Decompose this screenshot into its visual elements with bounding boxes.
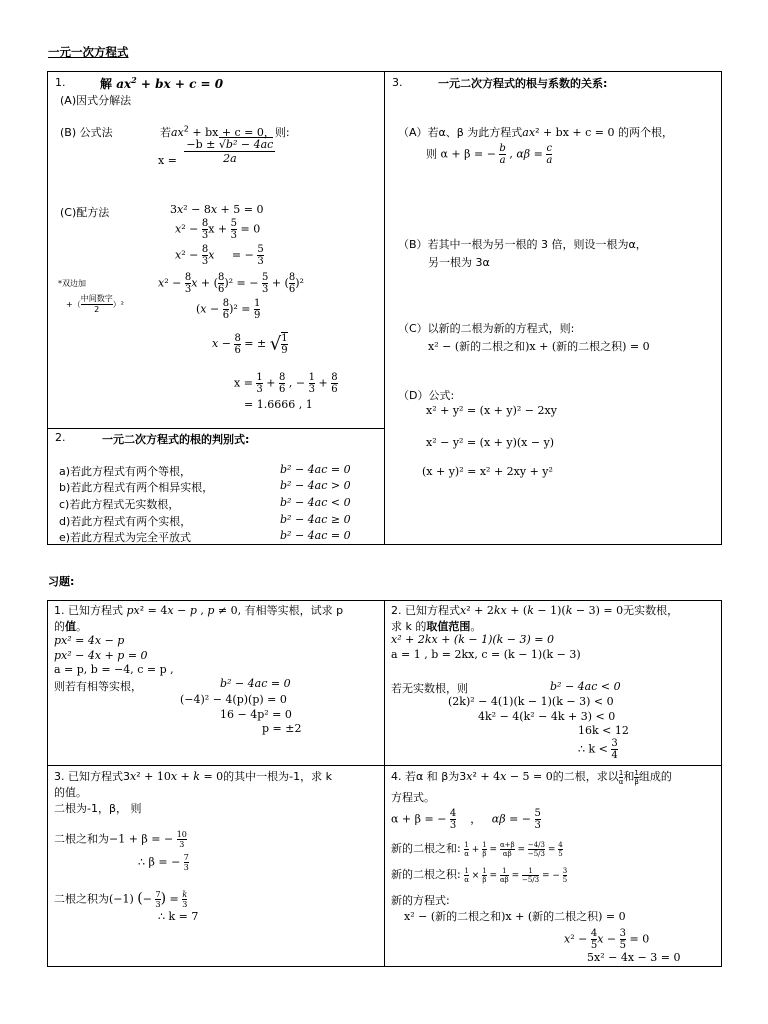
theory-table-row-divider bbox=[47, 428, 385, 429]
side-note-2: +（ 中间数字 2 ）² bbox=[66, 294, 124, 314]
vieta-c-formula: x² − (新的二根之和)x + (新的二根之积) = 0 bbox=[428, 340, 650, 353]
q2-cond: 若无实数根，则 bbox=[391, 682, 468, 695]
box1-heading: 解 $ax^2$ + bx + c = 0 bbox=[100, 75, 224, 91]
discriminant-row-c-label: c)若此方程式无实数根， bbox=[59, 498, 180, 511]
complete-square-result: = 1.6666 , 1 bbox=[244, 398, 313, 411]
complete-square-step-2: x² − $\frac{8}{3}$ x + $\frac{5}{3}$ = 0 bbox=[175, 218, 261, 241]
side-note-1: *双边加 bbox=[58, 279, 86, 288]
discriminant-row-d-label: d)若此方程式有两个实根， bbox=[59, 515, 192, 528]
discriminant-row-d-expr: b² − 4ac ≥ 0 bbox=[280, 513, 351, 526]
q4-new-eq-label: 新的方程式: bbox=[391, 894, 450, 907]
box3-num: 3. bbox=[392, 76, 403, 89]
q2-line-2: a = 1 , b = 2kx, c = (k − 1)(k − 3) bbox=[391, 648, 581, 661]
q1-cond: 则若有相等实根， bbox=[54, 680, 142, 693]
q3-text-2: 的值。 bbox=[54, 786, 87, 799]
discriminant-row-b-expr: b² − 4ac > 0 bbox=[280, 479, 351, 492]
vieta-a-text: （A）若α、β 为此方程式ax² + bx + c = 0 的两个根， bbox=[398, 126, 674, 139]
vieta-a-formula: 则 α + β = − $\frac{b}{a}$ , αβ = $\frac{c}{a}$ bbox=[426, 143, 553, 166]
q1-line-1: px² = 4x − p bbox=[54, 634, 125, 647]
q1-work-1: b² − 4ac = 0 bbox=[220, 677, 291, 690]
discriminant-row-e-expr: b² − 4ac = 0 bbox=[280, 529, 351, 542]
method-c-label: (C)配方法 bbox=[60, 206, 110, 219]
q1-text-2: 的值。 bbox=[54, 620, 87, 633]
section-title-2: 习题: bbox=[48, 575, 75, 588]
q1-work-4: p = ±2 bbox=[262, 722, 302, 735]
box3-heading: 一元二次方程式的根与系数的关系: bbox=[438, 77, 608, 90]
q2-work-1: b² − 4ac < 0 bbox=[550, 680, 621, 693]
exercise-table-divider bbox=[384, 600, 385, 967]
vieta-b-text-2: 另一根为 3α bbox=[428, 256, 490, 269]
box2-heading: 一元二次方程式的根的判别式: bbox=[102, 433, 250, 446]
q1-work-3: 16 − 4p² = 0 bbox=[220, 708, 292, 721]
discriminant-row-a-label: a)若此方程式有两个等根， bbox=[59, 465, 192, 478]
q2-text-2: 求 k 的取值范围。 bbox=[391, 620, 482, 633]
identity-1: x² + y² = (x + y)² − 2xy bbox=[426, 404, 557, 417]
box1-num: 1. bbox=[55, 76, 66, 89]
theory-table-divider bbox=[384, 71, 385, 545]
q4-new-eq-3: 5x² − 4x − 3 = 0 bbox=[587, 951, 681, 964]
q3-prod-1: 二根之积为(−1) (− $\frac{7}{3}$ ) = $\frac{k}{3}$ bbox=[54, 890, 188, 909]
quadratic-formula: x = $\frac{\text{−b ± √b² − 4ac}}{2a}$ bbox=[158, 138, 274, 167]
q4-new-sum: 新的二根之和: $\frac{1}{\alpha}$ + $\frac{1}{\beta}$ = $\frac{\alpha+\beta}{\alpha\beta}$ = $\frac{-4/3}{-5/3}$ = $\frac{4}{5}$ bbox=[391, 841, 563, 858]
q2-text-1: 2. 已知方程式x² + 2kx + (k − 1)(k − 3) = 0无实数根， bbox=[391, 604, 679, 617]
q4-text-1: 4. 若α 和 β为3x² + 4x − 5 = 0的二根，求以 $\frac{1}{\alpha}$ 和 $\frac{1}{\beta}$ 组成的 bbox=[391, 768, 672, 786]
q1-line-2: px² − 4x + p = 0 bbox=[54, 649, 148, 662]
q3-text-1: 3. 已知方程式3x² + 10x + k = 0的其中一根为-1，求 k bbox=[54, 770, 333, 783]
vieta-d-text: （D）公式: bbox=[398, 389, 455, 402]
box2-num: 2. bbox=[55, 431, 66, 444]
q4-new-eq-1: x² − (新的二根之和)x + (新的二根之积) = 0 bbox=[404, 910, 626, 923]
section-title-1: 一元一次方程式 bbox=[48, 45, 129, 59]
method-b-intro: 若$ax^2$ + bx + c = 0，则: bbox=[160, 124, 290, 139]
q1-text-1: 1. 已知方程式 px² = 4x − p , p ≠ 0, 有相等实根，试求 p bbox=[54, 604, 344, 617]
q3-prod-2: ∴ k = 7 bbox=[158, 910, 199, 923]
vieta-c-text: （C）以新的二根为新的方程式，则: bbox=[398, 322, 575, 335]
identity-3: (x + y)² = x² + 2xy + y² bbox=[422, 465, 553, 478]
q2-work-3: 4k² − 4(k² − 4k + 3) < 0 bbox=[478, 710, 616, 723]
q1-work-2: (−4)² − 4(p)(p) = 0 bbox=[180, 693, 287, 706]
q3-sum-1: 二根之和为−1 + β = − $\frac{10}{3}$ bbox=[54, 830, 187, 849]
complete-square-step-7: x = $\frac{1}{3}$ + $\frac{8}{6}$ , − $\frac{1}{3}$ + $\frac{8}{6}$ bbox=[234, 372, 338, 395]
discriminant-row-a-expr: b² − 4ac = 0 bbox=[280, 463, 351, 476]
vieta-b-text-1: （B）若其中一根为另一根的 3 倍，则设一根为α， bbox=[398, 238, 647, 251]
complete-square-step-3: x² − $\frac{8}{3}$ x = − $\frac{5}{3}$ bbox=[175, 244, 264, 267]
discriminant-row-e-label: e)若此方程式为完全平放式 bbox=[59, 531, 192, 544]
q4-new-eq-2: x² − $\frac{4}{5}$ x − $\frac{3}{5}$ = 0 bbox=[564, 928, 650, 951]
exercise-table-row-divider bbox=[47, 765, 722, 766]
q2-line-1: x² + 2kx + (k − 1)(k − 3) = 0 bbox=[391, 633, 555, 646]
q2-work-5: ∴ k < $\frac{3}{4}$ bbox=[578, 738, 618, 761]
q4-new-prod: 新的二根之积: $\frac{1}{\alpha}$ × $\frac{1}{\beta}$ = $\frac{1}{\alpha\beta}$ = $\frac{1}{-5/3}$ = − $\frac{3}{5}$ bbox=[391, 867, 568, 884]
q3-sum-2: ∴ β = − $\frac{7}{3}$ bbox=[138, 853, 189, 872]
q2-work-4: 16k < 12 bbox=[578, 724, 629, 737]
q4-text-2: 方程式。 bbox=[391, 791, 435, 804]
method-b-label: (B) 公式法 bbox=[60, 126, 113, 139]
q1-line-3: a = p, b = −4, c = p , bbox=[54, 663, 174, 676]
method-a-label: (A)因式分解法 bbox=[60, 94, 132, 107]
q4-sumprod: α + β = − $\frac{4}{3}$ ， αβ = − $\frac{5}{3}$ bbox=[391, 808, 541, 831]
identity-2: x² − y² = (x + y)(x − y) bbox=[426, 436, 555, 449]
complete-square-step-4: x² − $\frac{8}{3}$ x + ( $\frac{8}{6}$ )² = − $\frac{5}{3}$ + ( $\frac{8}{6}$ )² bbox=[158, 272, 304, 295]
discriminant-row-b-label: b)若此方程式有两个相异实根， bbox=[59, 481, 214, 494]
complete-square-step-6: x − $\frac{8}{6}$ = ± √ $\frac{1}{9}$ bbox=[212, 332, 288, 356]
q3-roots: 二根为-1，β， 则 bbox=[54, 802, 142, 815]
complete-square-step-5: (x − $\frac{8}{6}$ )² = $\frac{1}{9}$ bbox=[196, 298, 261, 321]
complete-square-step-1: 3x² − 8x + 5 = 0 bbox=[170, 203, 264, 216]
q2-work-2: (2k)² − 4(1)(k − 1)(k − 3) < 0 bbox=[448, 695, 614, 708]
discriminant-row-c-expr: b² − 4ac < 0 bbox=[280, 496, 351, 509]
